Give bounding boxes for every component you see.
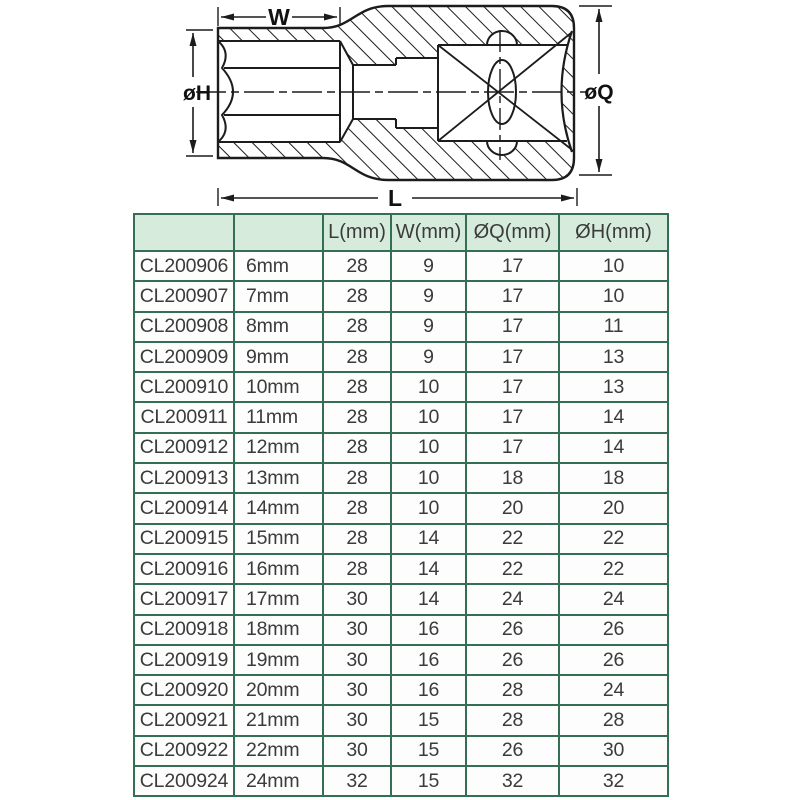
q-diameter-cell: 28 <box>466 675 559 705</box>
table-row <box>134 372 668 402</box>
table-row <box>134 433 668 463</box>
length-cell: 28 <box>323 554 391 584</box>
h-diameter-cell: 22 <box>559 554 668 584</box>
length-cell: 28 <box>323 402 391 432</box>
table-row <box>134 251 668 281</box>
size-cell: 24mm <box>234 766 323 796</box>
column-header <box>234 214 323 251</box>
width-cell: 10 <box>391 433 466 463</box>
h-diameter-cell: 10 <box>559 251 668 281</box>
size-cell: 13mm <box>234 463 323 493</box>
h-diameter-cell: 11 <box>559 312 668 342</box>
dim-label-width: W <box>268 4 290 30</box>
q-diameter-cell: 28 <box>466 705 559 735</box>
dim-label-length: L <box>387 185 403 211</box>
part-number-cell: CL200918 <box>134 615 234 645</box>
column-header: L(mm) <box>323 214 391 251</box>
part-number-cell: CL200906 <box>134 251 234 281</box>
h-diameter-cell: 32 <box>559 766 668 796</box>
spec-table-body <box>134 251 668 796</box>
width-cell: 10 <box>391 463 466 493</box>
length-cell: 30 <box>323 645 391 675</box>
header-row <box>134 214 668 251</box>
part-number-cell: CL200922 <box>134 736 234 766</box>
width-cell: 10 <box>391 402 466 432</box>
h-diameter-cell: 14 <box>559 433 668 463</box>
size-cell: 7mm <box>234 281 323 311</box>
width-cell: 15 <box>391 766 466 796</box>
table-row <box>134 312 668 342</box>
q-diameter-cell: 17 <box>466 312 559 342</box>
h-diameter-cell: 10 <box>559 281 668 311</box>
q-diameter-cell: 22 <box>466 524 559 554</box>
q-diameter-cell: 24 <box>466 584 559 614</box>
h-diameter-cell: 20 <box>559 493 668 523</box>
length-cell: 28 <box>323 312 391 342</box>
size-cell: 16mm <box>234 554 323 584</box>
column-header: ØQ(mm) <box>466 214 559 251</box>
table-row <box>134 402 668 432</box>
q-diameter-cell: 18 <box>466 463 559 493</box>
dim-label-hex-diameter: øH <box>183 82 211 105</box>
part-number-cell: CL200910 <box>134 372 234 402</box>
q-diameter-cell: 17 <box>466 433 559 463</box>
socket-cross-section-diagram <box>0 0 800 212</box>
h-diameter-cell: 13 <box>559 342 668 372</box>
part-number-cell: CL200907 <box>134 281 234 311</box>
q-diameter-cell: 32 <box>466 766 559 796</box>
length-cell: 30 <box>323 615 391 645</box>
table-row <box>134 493 668 523</box>
part-number-cell: CL200915 <box>134 524 234 554</box>
h-diameter-cell: 14 <box>559 402 668 432</box>
length-cell: 28 <box>323 372 391 402</box>
width-cell: 14 <box>391 584 466 614</box>
part-number-cell: CL200916 <box>134 554 234 584</box>
size-cell: 12mm <box>234 433 323 463</box>
q-diameter-cell: 17 <box>466 281 559 311</box>
table-row <box>134 342 668 372</box>
spec-table <box>133 213 669 797</box>
column-header <box>134 214 234 251</box>
width-cell: 9 <box>391 281 466 311</box>
size-cell: 14mm <box>234 493 323 523</box>
width-cell: 16 <box>391 615 466 645</box>
q-diameter-cell: 17 <box>466 251 559 281</box>
table-row <box>134 584 668 614</box>
length-cell: 28 <box>323 433 391 463</box>
size-cell: 19mm <box>234 645 323 675</box>
table-row <box>134 675 668 705</box>
q-diameter-cell: 17 <box>466 372 559 402</box>
width-cell: 9 <box>391 251 466 281</box>
q-diameter-cell: 26 <box>466 645 559 675</box>
table-row <box>134 766 668 796</box>
part-number-cell: CL200909 <box>134 342 234 372</box>
length-cell: 30 <box>323 705 391 735</box>
part-number-cell: CL200921 <box>134 705 234 735</box>
width-cell: 16 <box>391 645 466 675</box>
column-header: ØH(mm) <box>559 214 668 251</box>
size-cell: 11mm <box>234 402 323 432</box>
table-row <box>134 615 668 645</box>
part-number-cell: CL200908 <box>134 312 234 342</box>
part-number-cell: CL200924 <box>134 766 234 796</box>
q-diameter-cell: 26 <box>466 615 559 645</box>
h-diameter-cell: 28 <box>559 705 668 735</box>
length-cell: 32 <box>323 766 391 796</box>
length-cell: 28 <box>323 524 391 554</box>
h-diameter-cell: 24 <box>559 584 668 614</box>
width-cell: 10 <box>391 493 466 523</box>
size-cell: 10mm <box>234 372 323 402</box>
table-row <box>134 463 668 493</box>
part-number-cell: CL200911 <box>134 402 234 432</box>
part-number-cell: CL200919 <box>134 645 234 675</box>
table-row <box>134 736 668 766</box>
part-number-cell: CL200914 <box>134 493 234 523</box>
part-number-cell: CL200913 <box>134 463 234 493</box>
table-row <box>134 645 668 675</box>
length-cell: 28 <box>323 493 391 523</box>
h-diameter-cell: 26 <box>559 615 668 645</box>
h-diameter-cell: 24 <box>559 675 668 705</box>
h-diameter-cell: 22 <box>559 524 668 554</box>
table-row <box>134 281 668 311</box>
width-cell: 16 <box>391 675 466 705</box>
q-diameter-cell: 17 <box>466 402 559 432</box>
size-cell: 6mm <box>234 251 323 281</box>
part-number-cell: CL200917 <box>134 584 234 614</box>
width-cell: 15 <box>391 705 466 735</box>
table-row <box>134 705 668 735</box>
drive-square-diagonals <box>438 33 571 149</box>
size-cell: 8mm <box>234 312 323 342</box>
size-cell: 18mm <box>234 615 323 645</box>
length-cell: 30 <box>323 675 391 705</box>
size-cell: 22mm <box>234 736 323 766</box>
part-number-cell: CL200920 <box>134 675 234 705</box>
socket-body <box>196 6 588 180</box>
length-cell: 28 <box>323 342 391 372</box>
part-number-cell: CL200912 <box>134 433 234 463</box>
width-cell: 10 <box>391 372 466 402</box>
width-cell: 9 <box>391 312 466 342</box>
table-row <box>134 524 668 554</box>
h-diameter-cell: 26 <box>559 645 668 675</box>
size-cell: 21mm <box>234 705 323 735</box>
width-cell: 14 <box>391 554 466 584</box>
size-cell: 9mm <box>234 342 323 372</box>
q-diameter-cell: 26 <box>466 736 559 766</box>
length-cell: 30 <box>323 736 391 766</box>
length-cell: 28 <box>323 251 391 281</box>
q-diameter-cell: 22 <box>466 554 559 584</box>
size-cell: 15mm <box>234 524 323 554</box>
size-cell: 17mm <box>234 584 323 614</box>
size-cell: 20mm <box>234 675 323 705</box>
length-cell: 28 <box>323 463 391 493</box>
h-diameter-cell: 30 <box>559 736 668 766</box>
dim-label-outer-diameter: øQ <box>584 81 614 104</box>
width-cell: 14 <box>391 524 466 554</box>
q-diameter-cell: 20 <box>466 493 559 523</box>
length-cell: 30 <box>323 584 391 614</box>
column-header: W(mm) <box>391 214 466 251</box>
table-row <box>134 554 668 584</box>
q-diameter-cell: 17 <box>466 342 559 372</box>
length-cell: 28 <box>323 281 391 311</box>
width-cell: 9 <box>391 342 466 372</box>
h-diameter-cell: 18 <box>559 463 668 493</box>
width-cell: 15 <box>391 736 466 766</box>
h-diameter-cell: 13 <box>559 372 668 402</box>
